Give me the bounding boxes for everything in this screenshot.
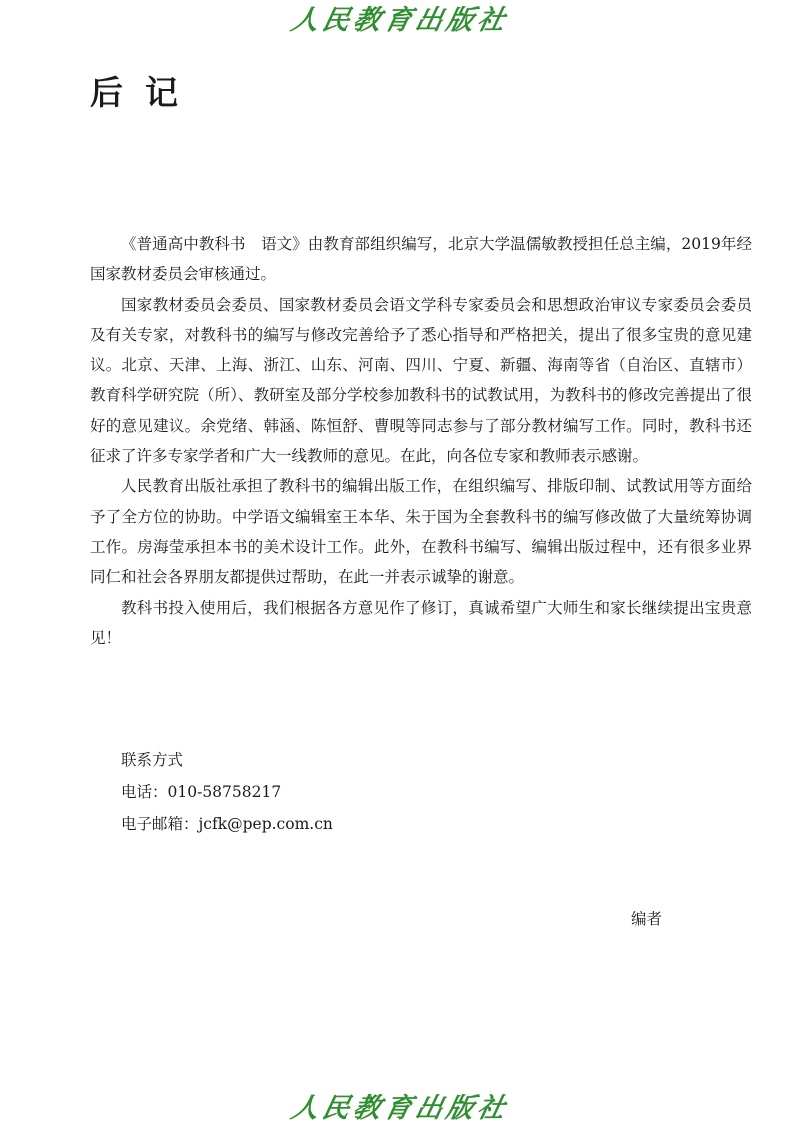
- paragraph-1: 《普通高中教科书 语文》由教育部组织编写，北京大学温儒敏教授担任总主编，2019年经国家教材委员会审核通过。: [90, 235, 752, 284]
- paragraph-2: 国家教材委员会委员、国家教材委员会语文学科专家委员会和思想政治审议专家委员会委员及有关专家，对教科书的编写与修改完善给予了悉心指导和严格把关，提出了很多宝贵的意见建议。北京、天津、上海、浙江、山东、河南、四川、宁夏、新疆、海南等省（自治区、直辖市）教育科学研究院（所）、教研室及部分学校参加教科书的试教试用，为教科书的修改完善提出了很好的意见建议。余党绪、韩涵、陈恒舒、曹晛等同志参与了部分教材编写工作。同时，教科书还征求了许多专家学者和广大一线教师的意见。在此，向各位专家和教师表示感谢。: [90, 295, 752, 466]
- contact-email: 电子邮箱：jcfk@pep.com.cn: [121, 815, 333, 833]
- contact-phone: 电话：010-58758217: [121, 783, 282, 801]
- paragraph-3: 人民教育出版社承担了教科书的编辑出版工作，在组织编写、排版印制、试教试用等方面给予了全方位的协助。中学语文编辑室王本华、朱于国为全套教科书的编写修改做了大量统筹协调工作。房海莹承担本书的美术设计工作。此外，在教科书编写、编辑出版过程中，还有很多业界同仁和社会各界朋友都提供过帮助，在此一并表示诚挚的谢意。: [90, 477, 752, 587]
- page-title: 后记: [90, 73, 200, 112]
- contact-info: [121, 744, 333, 840]
- contact-heading: 联系方式: [121, 751, 184, 769]
- signature: 编者: [631, 910, 663, 928]
- paragraph-4: 教科书投入使用后，我们根据各方意见作了修订，真诚希望广大师生和家长继续提出宝贵意见！: [90, 598, 752, 647]
- publisher-logo-header: 人民教育出版社: [288, 5, 512, 36]
- publisher-logo-footer: 人民教育出版社: [288, 1093, 512, 1124]
- afterword-body: [90, 229, 752, 653]
